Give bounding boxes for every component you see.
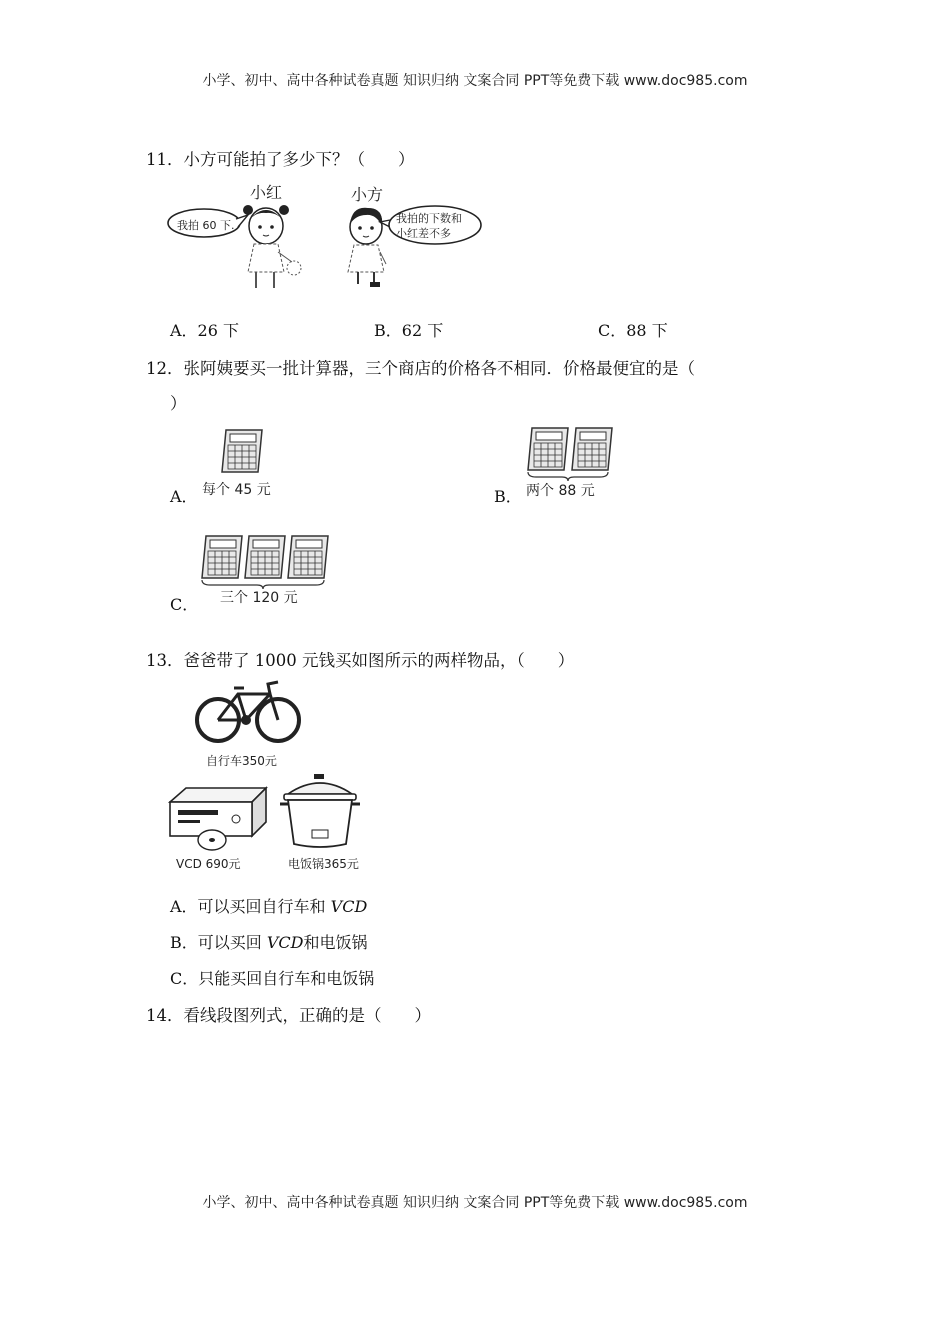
q13-option-b [170, 930, 368, 953]
q13-option-a-vcd: VCD [330, 897, 368, 916]
q12-option-b-caption: 两个 88 元 [526, 483, 595, 499]
q13-option-b-suffix: 和电饭锅 [303, 933, 368, 952]
name-label-hong: 小红 [250, 183, 283, 202]
q12-stem-end: ） [170, 394, 187, 413]
vcd-player-icon [166, 784, 270, 854]
calculator-pair-icon [524, 426, 616, 474]
q11-option-b: B．62 下 [374, 321, 444, 340]
bubble-text-fang-1: 我拍的下数和 [396, 212, 462, 225]
q12-option-c-letter: C． [170, 595, 199, 614]
q12-option-c-caption: 三个 120 元 [220, 590, 298, 606]
page-header: 小学、初中、高中各种试卷真题 知识归纳 文案合同 PPT等免费下载 www.doc985.com [202, 73, 748, 89]
calculator-triple-icon [198, 534, 332, 582]
bike-caption: 自行车350元 [206, 754, 277, 768]
q12-stem: 12．张阿姨要买一批计算器，三个商店的价格各不相同．价格最便宜的是（ [146, 359, 695, 378]
q13-stem: 13．爸爸带了 1000 元钱买如图所示的两样物品，（ ） [146, 651, 575, 670]
rice-cooker-icon [278, 770, 362, 854]
q13-option-a-text: A．可以买回自行车和 [170, 897, 331, 916]
q11-option-a: A．26 下 [170, 321, 240, 340]
page-footer: 小学、初中、高中各种试卷真题 知识归纳 文案合同 PPT等免费下载 www.doc985.com [202, 1195, 748, 1211]
calculator-icon [245, 536, 285, 578]
vcd-caption: VCD 690元 [176, 857, 241, 871]
q13-option-b-text: B．可以买回 [170, 933, 267, 952]
calculator-icon [528, 428, 568, 470]
calculator-icon [288, 536, 328, 578]
q13-option-c: C．只能买回自行车和电饭锅 [170, 969, 375, 988]
cooker-caption: 电饭锅365元 [288, 857, 359, 871]
q12-option-a-letter: A． [170, 487, 198, 506]
q13-option-a [170, 894, 367, 917]
q13-option-b-vcd: VCD [266, 933, 304, 952]
bicycle-icon [194, 680, 304, 746]
q14-stem: 14．看线段图列式，正确的是（ ） [146, 1006, 431, 1025]
bubble-text-fang-2: 小红差不多 [396, 227, 451, 240]
name-label-fang: 小方 [351, 185, 384, 204]
calculator-icon [572, 428, 612, 470]
calculator-icon [202, 536, 242, 578]
calculator-icon [218, 428, 266, 474]
girl-icon [236, 200, 304, 292]
q11-stem: 11．小方可能拍了多少下？（ ） [146, 150, 415, 169]
q12-option-b-letter: B． [494, 487, 522, 506]
bubble-text-hong: 我拍 60 下. [177, 219, 235, 232]
q11-option-c: C．88 下 [598, 321, 668, 340]
q12-option-a-caption: 每个 45 元 [202, 482, 271, 498]
